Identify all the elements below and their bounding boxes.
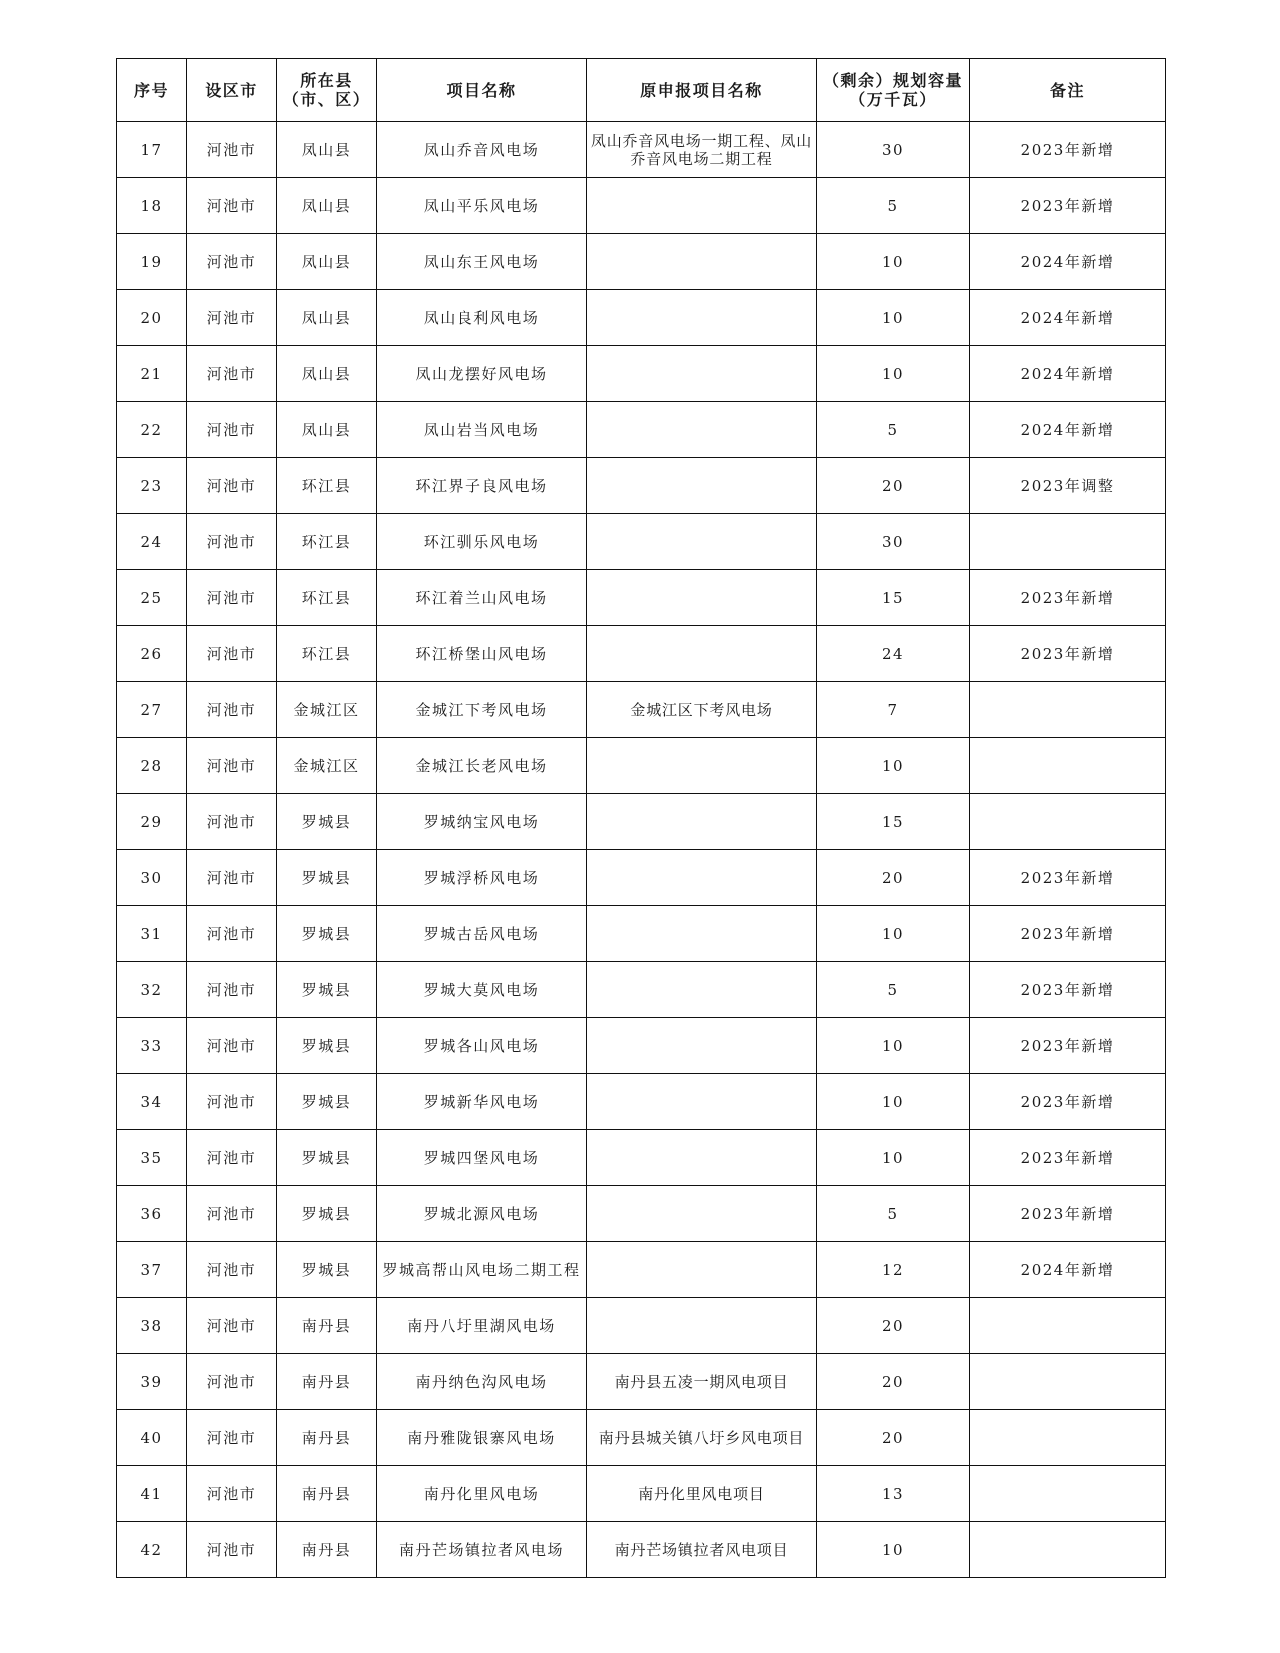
cell-original: 南丹化里风电项目 [587,1466,817,1522]
cell-city: 河池市 [187,682,277,738]
cell-county: 南丹县 [277,1298,377,1354]
cell-county: 环江县 [277,570,377,626]
cell-original [587,1298,817,1354]
cell-project: 凤山良利风电场 [377,290,587,346]
cell-no: 20 [117,290,187,346]
cell-remark [970,1410,1166,1466]
cell-capacity: 15 [817,794,970,850]
cell-no: 22 [117,402,187,458]
cell-county: 凤山县 [277,290,377,346]
cell-capacity: 30 [817,514,970,570]
cell-city: 河池市 [187,906,277,962]
cell-project: 南丹化里风电场 [377,1466,587,1522]
table-row [117,1298,1166,1354]
header-county [277,59,377,122]
cell-city: 河池市 [187,178,277,234]
cell-no: 19 [117,234,187,290]
cell-original [587,1074,817,1130]
table-row [117,1242,1166,1298]
cell-no: 32 [117,962,187,1018]
cell-city: 河池市 [187,794,277,850]
cell-no: 37 [117,1242,187,1298]
cell-project: 罗城浮桥风电场 [377,850,587,906]
cell-original [587,402,817,458]
cell-no: 25 [117,570,187,626]
cell-no: 42 [117,1522,187,1578]
cell-no: 39 [117,1354,187,1410]
header-original: 原申报项目名称 [587,59,817,122]
cell-original [587,794,817,850]
cell-remark: 2023年调整 [970,458,1166,514]
table-row [117,346,1166,402]
cell-project: 环江着兰山风电场 [377,570,587,626]
cell-city: 河池市 [187,234,277,290]
cell-county: 金城江区 [277,738,377,794]
cell-capacity: 5 [817,962,970,1018]
cell-remark [970,794,1166,850]
table-row [117,570,1166,626]
cell-original [587,290,817,346]
cell-capacity: 10 [817,906,970,962]
cell-no: 36 [117,1186,187,1242]
cell-no: 31 [117,906,187,962]
cell-project: 凤山岩当风电场 [377,402,587,458]
cell-no: 35 [117,1130,187,1186]
cell-original [587,234,817,290]
cell-no: 40 [117,1410,187,1466]
cell-project: 凤山乔音风电场 [377,122,587,178]
cell-no: 27 [117,682,187,738]
cell-remark: 2024年新增 [970,234,1166,290]
header-remark: 备注 [970,59,1166,122]
cell-project: 罗城四堡风电场 [377,1130,587,1186]
cell-remark [970,1466,1166,1522]
cell-remark: 2024年新增 [970,1242,1166,1298]
cell-remark: 2023年新增 [970,1130,1166,1186]
table-row [117,850,1166,906]
cell-no: 21 [117,346,187,402]
cell-county: 罗城县 [277,850,377,906]
cell-no: 17 [117,122,187,178]
cell-city: 河池市 [187,1242,277,1298]
cell-original [587,738,817,794]
table-row [117,906,1166,962]
cell-city: 河池市 [187,738,277,794]
cell-project: 凤山东王风电场 [377,234,587,290]
cell-no: 29 [117,794,187,850]
cell-capacity: 24 [817,626,970,682]
cell-project: 金城江下考风电场 [377,682,587,738]
table-row [117,122,1166,178]
cell-capacity: 20 [817,850,970,906]
cell-remark: 2023年新增 [970,962,1166,1018]
table-row [117,290,1166,346]
header-capacity [817,59,970,122]
cell-original [587,178,817,234]
cell-city: 河池市 [187,626,277,682]
table-row [117,794,1166,850]
cell-remark [970,682,1166,738]
cell-capacity: 20 [817,1410,970,1466]
header-capacity-line2: （万千瓦） [849,90,937,109]
cell-project: 南丹雅陇银寨风电场 [377,1410,587,1466]
cell-county: 环江县 [277,514,377,570]
cell-city: 河池市 [187,402,277,458]
cell-capacity: 10 [817,290,970,346]
cell-original [587,1018,817,1074]
cell-remark: 2023年新增 [970,570,1166,626]
cell-remark: 2024年新增 [970,290,1166,346]
cell-capacity: 7 [817,682,970,738]
cell-capacity: 10 [817,1130,970,1186]
cell-no: 34 [117,1074,187,1130]
cell-remark: 2023年新增 [970,850,1166,906]
cell-remark: 2023年新增 [970,1074,1166,1130]
table-row [117,234,1166,290]
cell-county: 罗城县 [277,906,377,962]
table-row [117,626,1166,682]
cell-remark: 2023年新增 [970,906,1166,962]
cell-city: 河池市 [187,962,277,1018]
table-row [117,178,1166,234]
header-project: 项目名称 [377,59,587,122]
cell-capacity: 10 [817,738,970,794]
table-row [117,1354,1166,1410]
cell-project: 罗城古岳风电场 [377,906,587,962]
cell-city: 河池市 [187,1018,277,1074]
cell-county: 罗城县 [277,1130,377,1186]
cell-county: 环江县 [277,626,377,682]
header-city: 设区市 [187,59,277,122]
table-row [117,682,1166,738]
cell-original [587,906,817,962]
cell-no: 23 [117,458,187,514]
table-row [117,402,1166,458]
cell-no: 38 [117,1298,187,1354]
cell-city: 河池市 [187,346,277,402]
cell-original: 南丹县五凌一期风电项目 [587,1354,817,1410]
header-county-line2: （市、区） [282,90,371,109]
cell-capacity: 13 [817,1466,970,1522]
cell-original: 南丹县城关镇八圩乡风电项目 [587,1410,817,1466]
cell-capacity: 5 [817,178,970,234]
cell-county: 环江县 [277,458,377,514]
cell-original [587,514,817,570]
table-row [117,962,1166,1018]
cell-project: 罗城北源风电场 [377,1186,587,1242]
cell-project: 环江桥堡山风电场 [377,626,587,682]
cell-capacity: 10 [817,1018,970,1074]
cell-city: 河池市 [187,514,277,570]
cell-city: 河池市 [187,1354,277,1410]
cell-original [587,1186,817,1242]
cell-project: 罗城高帮山风电场二期工程 [377,1242,587,1298]
cell-city: 河池市 [187,1074,277,1130]
cell-city: 河池市 [187,1410,277,1466]
cell-original [587,626,817,682]
cell-capacity: 12 [817,1242,970,1298]
cell-remark: 2023年新增 [970,1186,1166,1242]
table-row [117,514,1166,570]
cell-capacity: 5 [817,1186,970,1242]
cell-county: 南丹县 [277,1522,377,1578]
table-row [117,1466,1166,1522]
cell-capacity: 5 [817,402,970,458]
table-header-row [117,59,1166,122]
cell-no: 24 [117,514,187,570]
table-row [117,458,1166,514]
cell-county: 金城江区 [277,682,377,738]
cell-county: 罗城县 [277,1018,377,1074]
document-page [116,58,1165,1578]
table-row [117,1410,1166,1466]
cell-county: 凤山县 [277,346,377,402]
table-row [117,1186,1166,1242]
cell-original [587,458,817,514]
cell-capacity: 20 [817,1298,970,1354]
cell-county: 南丹县 [277,1354,377,1410]
cell-project: 南丹纳色沟风电场 [377,1354,587,1410]
cell-original: 凤山乔音风电场一期工程、凤山乔音风电场二期工程 [587,122,817,178]
header-no: 序号 [117,59,187,122]
cell-project: 南丹芒场镇拉者风电场 [377,1522,587,1578]
cell-original [587,1130,817,1186]
cell-city: 河池市 [187,1298,277,1354]
table-row [117,1074,1166,1130]
cell-city: 河池市 [187,1130,277,1186]
cell-original: 南丹芒场镇拉者风电项目 [587,1522,817,1578]
cell-remark: 2024年新增 [970,402,1166,458]
cell-original [587,1242,817,1298]
cell-county: 罗城县 [277,1242,377,1298]
table-row [117,1522,1166,1578]
cell-project: 罗城大莫风电场 [377,962,587,1018]
cell-city: 河池市 [187,850,277,906]
cell-remark [970,1298,1166,1354]
cell-city: 河池市 [187,458,277,514]
cell-remark [970,1522,1166,1578]
cell-capacity: 10 [817,346,970,402]
cell-county: 南丹县 [277,1410,377,1466]
cell-capacity: 10 [817,234,970,290]
cell-county: 罗城县 [277,1074,377,1130]
cell-city: 河池市 [187,290,277,346]
cell-original [587,570,817,626]
cell-original [587,346,817,402]
cell-no: 33 [117,1018,187,1074]
cell-county: 凤山县 [277,122,377,178]
cell-project: 凤山平乐风电场 [377,178,587,234]
header-capacity-line1: （剩余）规划容量 [822,71,963,90]
cell-capacity: 15 [817,570,970,626]
cell-city: 河池市 [187,1186,277,1242]
cell-city: 河池市 [187,122,277,178]
cell-county: 凤山县 [277,234,377,290]
cell-project: 环江界子良风电场 [377,458,587,514]
cell-no: 18 [117,178,187,234]
cell-capacity: 20 [817,458,970,514]
cell-remark: 2023年新增 [970,122,1166,178]
cell-city: 河池市 [187,1522,277,1578]
cell-city: 河池市 [187,1466,277,1522]
cell-capacity: 10 [817,1074,970,1130]
cell-city: 河池市 [187,570,277,626]
cell-remark [970,738,1166,794]
cell-capacity: 30 [817,122,970,178]
cell-remark: 2024年新增 [970,346,1166,402]
cell-remark [970,514,1166,570]
cell-county: 罗城县 [277,962,377,1018]
cell-project: 罗城纳宝风电场 [377,794,587,850]
cell-project: 金城江长老风电场 [377,738,587,794]
cell-project: 凤山龙摆好风电场 [377,346,587,402]
cell-project: 罗城各山风电场 [377,1018,587,1074]
cell-project: 罗城新华风电场 [377,1074,587,1130]
cell-no: 30 [117,850,187,906]
cell-capacity: 10 [817,1522,970,1578]
cell-original [587,962,817,1018]
cell-remark [970,1354,1166,1410]
cell-county: 南丹县 [277,1466,377,1522]
cell-project: 环江驯乐风电场 [377,514,587,570]
cell-remark: 2023年新增 [970,178,1166,234]
cell-original: 金城江区下考风电场 [587,682,817,738]
cell-remark: 2023年新增 [970,626,1166,682]
table-body [117,122,1166,1578]
cell-no: 26 [117,626,187,682]
cell-county: 罗城县 [277,794,377,850]
cell-county: 凤山县 [277,402,377,458]
cell-county: 罗城县 [277,1186,377,1242]
table-row [117,738,1166,794]
cell-no: 41 [117,1466,187,1522]
cell-original [587,850,817,906]
table-row [117,1130,1166,1186]
cell-capacity: 20 [817,1354,970,1410]
cell-no: 28 [117,738,187,794]
wind-farm-table [116,58,1166,1578]
header-county-line1: 所在县 [300,71,353,90]
cell-remark: 2023年新增 [970,1018,1166,1074]
cell-county: 凤山县 [277,178,377,234]
cell-project: 南丹八圩里湖风电场 [377,1298,587,1354]
table-row [117,1018,1166,1074]
